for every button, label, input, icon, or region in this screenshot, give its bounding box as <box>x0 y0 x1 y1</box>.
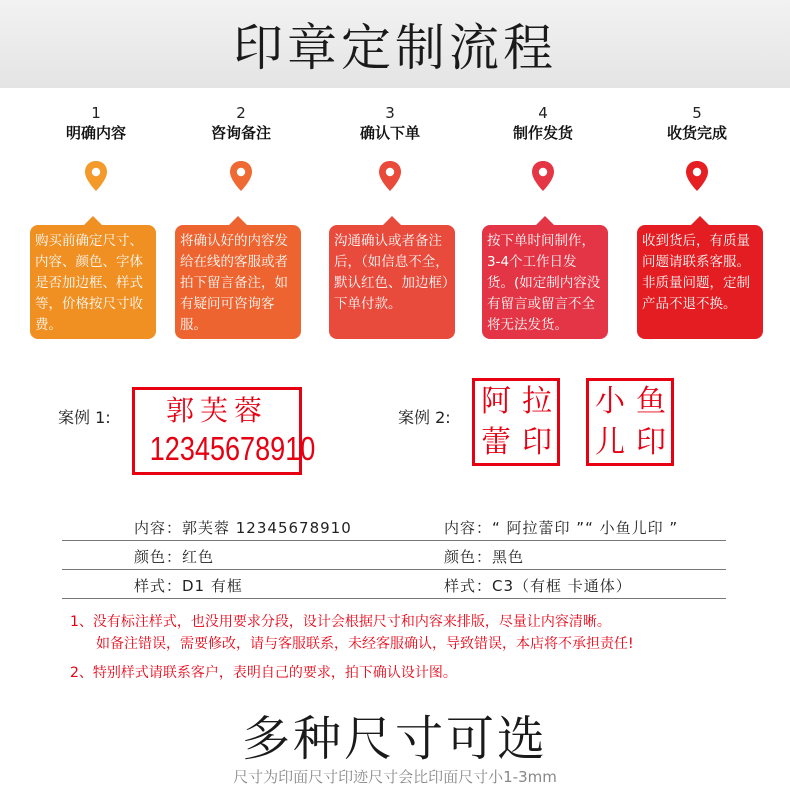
step-number: 1 <box>91 104 101 122</box>
table-cell: 颜色：黑色 <box>444 548 525 566</box>
table-cell: 样式：D1 有框 <box>134 577 243 595</box>
sizes-title: 多种尺寸可选 <box>241 711 548 767</box>
step-1 <box>29 104 163 144</box>
note-2: 2、特别样式请联系客户，表明自己的要求，拍下确认设计图。 <box>70 665 457 681</box>
stamp-name: 郭芙蓉 <box>165 394 268 427</box>
stamp-char: 小 <box>595 384 625 419</box>
location-pin-icon <box>685 160 709 192</box>
stamp-char: 阿 <box>481 384 511 419</box>
step-number: 3 <box>385 104 395 122</box>
step-title: 制作发货 <box>512 124 573 142</box>
spec-table <box>62 512 726 599</box>
page-title: 印章定制流程 <box>233 19 557 77</box>
table-row <box>62 570 726 599</box>
table-cell: 内容：郭芙蓉 12345678910 <box>134 519 352 537</box>
sizes-subtitle: 尺寸为印面尺寸印迹尺寸会比印面尺寸小1-3mm <box>233 768 557 786</box>
location-pin-icon <box>378 160 402 192</box>
stamp-char: 印 <box>636 425 666 460</box>
stamp-number: 12345678910 <box>149 430 316 467</box>
table-cell: 颜色：红色 <box>134 548 215 566</box>
table-row <box>62 541 726 570</box>
stamp-char: 儿 <box>595 425 625 460</box>
step-title: 明确内容 <box>65 124 126 142</box>
step-3-description: 沟通确认或者备注后，（如信息不全，默认红色、加边框）下单付款。 <box>329 225 455 339</box>
step-number: 5 <box>692 104 702 122</box>
note-1: 1、没有标注样式，也没用要求分段，设计会根据尺寸和内容来排版，尽量让内容清晰。 <box>70 614 611 630</box>
stamp-char: 蕾 <box>481 425 511 460</box>
table-cell: 内容：“ 阿拉蕾印 ”“ 小鱼儿印 ” <box>444 519 679 537</box>
step-3 <box>323 104 457 144</box>
location-pin-icon <box>531 160 555 192</box>
step-title: 咨询备注 <box>210 124 271 142</box>
note-1-continued: 如备注错误，需要修改，请与客服联系，未经客服确认，导致错误，本店将不承担责任! <box>96 636 634 652</box>
table-row <box>62 512 726 541</box>
step-number: 4 <box>538 104 548 122</box>
step-number: 2 <box>236 104 246 122</box>
case-1-label: 案例 1: <box>58 408 111 427</box>
step-2 <box>174 104 308 144</box>
stamp-example-1 <box>132 387 316 475</box>
step-1-description: 购买前确定尺寸、内容、颜色、字体是否加边框、样式等，价格按尺寸收费。 <box>30 225 156 339</box>
step-title: 确认下单 <box>359 124 420 142</box>
table-cell: 样式：C3（有框 卡通体） <box>444 577 632 595</box>
stamp-example-2b <box>586 378 674 466</box>
step-5-description: 收到货后，有质量问题请联系客服。非质量问题，定制产品不退不换。 <box>637 225 763 339</box>
step-5 <box>630 104 764 144</box>
stamp-char: 鱼 <box>636 384 666 419</box>
location-pin-icon <box>229 160 253 192</box>
step-title: 收货完成 <box>666 124 727 142</box>
stamp-char: 印 <box>522 425 552 460</box>
step-4-description: 按下单时间制作，3-4个工作日发货。(如定制内容没有留言或留言不全将无法发货。 <box>482 225 608 339</box>
stamp-char: 拉 <box>522 384 552 419</box>
case-2-label: 案例 2: <box>398 408 451 427</box>
location-pin-icon <box>84 160 108 192</box>
step-4 <box>476 104 610 144</box>
step-2-description: 将确认好的内容发给在线的客服或者拍下留言备注，如有疑问可咨询客服。 <box>175 225 301 339</box>
stamp-example-2a <box>472 378 560 466</box>
